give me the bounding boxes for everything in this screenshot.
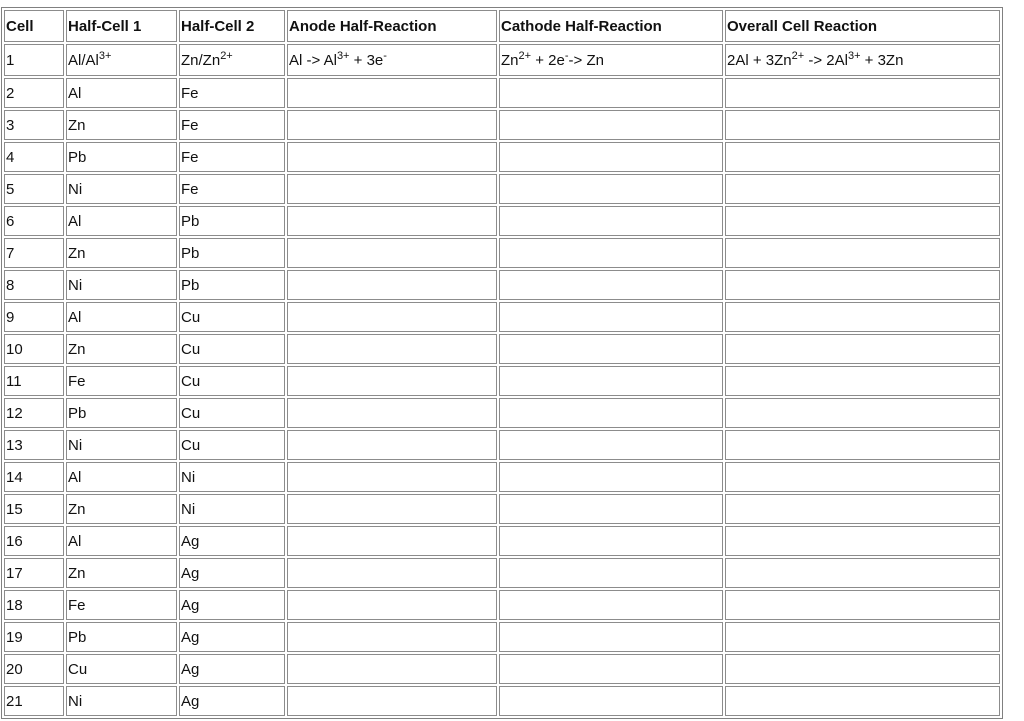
half-cell-2: Pb	[179, 238, 285, 268]
cell-number: 8	[4, 270, 64, 300]
table-row	[4, 462, 1000, 492]
table-header	[4, 10, 1000, 42]
overall-cell-reaction	[725, 462, 1000, 492]
header-row	[4, 10, 1000, 42]
cathode-half-reaction	[499, 238, 723, 268]
anode-half-reaction	[287, 686, 497, 716]
cathode-half-reaction	[499, 110, 723, 140]
table-row	[4, 302, 1000, 332]
table-row	[4, 398, 1000, 428]
half-cell-1: Ni	[66, 686, 177, 716]
cathode-half-reaction	[499, 334, 723, 364]
overall-cell-reaction	[725, 142, 1000, 172]
anode-half-reaction	[287, 558, 497, 588]
half-cell-1: Zn	[66, 558, 177, 588]
half-cell-2: Pb	[179, 206, 285, 236]
cell-number: 3	[4, 110, 64, 140]
anode-half-reaction	[287, 366, 497, 396]
overall-text-c: + 3Zn	[860, 51, 904, 69]
half-cell-1: Al	[66, 78, 177, 108]
overall-cell-reaction	[725, 526, 1000, 556]
anode-half-reaction	[287, 398, 497, 428]
overall-cell-reaction	[725, 558, 1000, 588]
anode-text-b: + 3e	[349, 51, 384, 69]
anode-half-reaction	[287, 206, 497, 236]
cathode-half-reaction	[499, 526, 723, 556]
half-cell-1: Ni	[66, 174, 177, 204]
overall-cell-reaction	[725, 622, 1000, 652]
header-half-cell-1: Half-Cell 1	[66, 10, 177, 42]
half-cell-1: Zn	[66, 334, 177, 364]
half-cell-1: Pb	[66, 398, 177, 428]
anode-half-reaction	[287, 462, 497, 492]
table-row	[4, 110, 1000, 140]
cell-number: 18	[4, 590, 64, 620]
anode-text-a: Al -> Al	[289, 51, 337, 69]
half-cell-1: Pb	[66, 142, 177, 172]
header-cathode-half-reaction: Cathode Half-Reaction	[499, 10, 723, 42]
anode-half-reaction	[287, 494, 497, 524]
anode-charge-2: -	[383, 49, 387, 62]
table-row	[4, 238, 1000, 268]
half-cell-2: Cu	[179, 302, 285, 332]
overall-cell-reaction	[725, 398, 1000, 428]
cathode-half-reaction	[499, 366, 723, 396]
half-cell-2: Ag	[179, 686, 285, 716]
cathode-text-a: Zn	[501, 51, 519, 69]
half-cell-2: Ag	[179, 558, 285, 588]
anode-half-reaction	[287, 590, 497, 620]
half-cell-1	[66, 44, 177, 76]
cell-number: 19	[4, 622, 64, 652]
cathode-half-reaction	[499, 174, 723, 204]
overall-cell-reaction	[725, 174, 1000, 204]
header-anode-half-reaction: Anode Half-Reaction	[287, 10, 497, 42]
cell-number: 20	[4, 654, 64, 684]
cell-number: 2	[4, 78, 64, 108]
half-cell-1: Ni	[66, 270, 177, 300]
half-cell-1: Al	[66, 462, 177, 492]
half-cell-1: Fe	[66, 366, 177, 396]
half-cell-1-text: Al/Al	[68, 51, 99, 69]
table-row	[4, 206, 1000, 236]
cell-number: 15	[4, 494, 64, 524]
half-cell-2: Fe	[179, 142, 285, 172]
cell-number: 10	[4, 334, 64, 364]
half-cell-2	[179, 44, 285, 76]
cathode-half-reaction	[499, 494, 723, 524]
header-cell: Cell	[4, 10, 64, 42]
anode-half-reaction	[287, 78, 497, 108]
table-row-1	[4, 44, 1000, 76]
header-half-cell-2: Half-Cell 2	[179, 10, 285, 42]
overall-cell-reaction	[725, 44, 1000, 76]
half-cell-1: Al	[66, 526, 177, 556]
table-row	[4, 142, 1000, 172]
overall-cell-reaction	[725, 238, 1000, 268]
table-row	[4, 558, 1000, 588]
cathode-half-reaction	[499, 590, 723, 620]
half-cell-2: Ag	[179, 654, 285, 684]
overall-cell-reaction	[725, 590, 1000, 620]
overall-cell-reaction	[725, 78, 1000, 108]
overall-cell-reaction	[725, 494, 1000, 524]
anode-charge-1: 3+	[336, 49, 350, 62]
half-cell-2: Fe	[179, 78, 285, 108]
overall-text-a: 2Al + 3Zn	[727, 51, 792, 69]
cathode-half-reaction	[499, 206, 723, 236]
anode-half-reaction	[287, 110, 497, 140]
anode-half-reaction	[287, 302, 497, 332]
overall-cell-reaction	[725, 302, 1000, 332]
cell-number: 14	[4, 462, 64, 492]
anode-half-reaction	[287, 174, 497, 204]
cathode-charge-1: 2+	[518, 49, 532, 62]
cell-number: 5	[4, 174, 64, 204]
cathode-charge-2: -	[564, 49, 569, 62]
overall-cell-reaction	[725, 110, 1000, 140]
anode-half-reaction	[287, 526, 497, 556]
half-cell-1-charge: 3+	[98, 49, 112, 62]
anode-half-reaction	[287, 44, 497, 76]
half-cell-1: Zn	[66, 494, 177, 524]
table-row	[4, 494, 1000, 524]
anode-half-reaction	[287, 270, 497, 300]
cell-number: 12	[4, 398, 64, 428]
cathode-half-reaction	[499, 398, 723, 428]
cell-number: 17	[4, 558, 64, 588]
cell-number: 4	[4, 142, 64, 172]
half-cell-1: Fe	[66, 590, 177, 620]
table-row	[4, 686, 1000, 716]
cell-number: 16	[4, 526, 64, 556]
table-row	[4, 78, 1000, 108]
cell-number: 9	[4, 302, 64, 332]
overall-cell-reaction	[725, 654, 1000, 684]
cathode-half-reaction	[499, 654, 723, 684]
cathode-half-reaction	[499, 302, 723, 332]
half-cell-2: Pb	[179, 270, 285, 300]
half-cell-1: Pb	[66, 622, 177, 652]
overall-cell-reaction	[725, 334, 1000, 364]
cathode-half-reaction	[499, 44, 723, 76]
cell-number: 6	[4, 206, 64, 236]
half-cell-2: Ni	[179, 462, 285, 492]
cell-number: 11	[4, 366, 64, 396]
half-cell-1: Zn	[66, 110, 177, 140]
overall-charge-1: 2+	[791, 49, 805, 62]
half-cell-2: Fe	[179, 110, 285, 140]
table-row	[4, 590, 1000, 620]
overall-cell-reaction	[725, 366, 1000, 396]
cathode-text-c: -> Zn	[568, 51, 604, 69]
half-cell-2: Cu	[179, 334, 285, 364]
cathode-half-reaction	[499, 686, 723, 716]
half-cell-1: Al	[66, 206, 177, 236]
anode-half-reaction	[287, 142, 497, 172]
anode-half-reaction	[287, 334, 497, 364]
cell-number: 13	[4, 430, 64, 460]
table-row	[4, 334, 1000, 364]
half-cell-1: Cu	[66, 654, 177, 684]
overall-cell-reaction	[725, 206, 1000, 236]
electrochemical-cells-table	[1, 7, 1003, 719]
header-overall-cell-reaction: Overall Cell Reaction	[725, 10, 1000, 42]
anode-half-reaction	[287, 430, 497, 460]
half-cell-2-text: Zn/Zn	[181, 51, 221, 69]
half-cell-2: Ni	[179, 494, 285, 524]
anode-half-reaction	[287, 622, 497, 652]
half-cell-1: Ni	[66, 430, 177, 460]
cell-number: 21	[4, 686, 64, 716]
anode-half-reaction	[287, 238, 497, 268]
overall-cell-reaction	[725, 686, 1000, 716]
cell-number: 7	[4, 238, 64, 268]
cell-number: 1	[4, 44, 64, 76]
half-cell-2-charge: 2+	[220, 49, 233, 62]
half-cell-1: Al	[66, 302, 177, 332]
half-cell-1: Zn	[66, 238, 177, 268]
table-row	[4, 366, 1000, 396]
cathode-half-reaction	[499, 622, 723, 652]
half-cell-2: Ag	[179, 590, 285, 620]
anode-half-reaction	[287, 654, 497, 684]
table-row	[4, 654, 1000, 684]
table-body	[4, 44, 1000, 716]
half-cell-2: Ag	[179, 622, 285, 652]
half-cell-2: Cu	[179, 430, 285, 460]
table-row	[4, 270, 1000, 300]
table-row	[4, 430, 1000, 460]
half-cell-2: Ag	[179, 526, 285, 556]
table-row	[4, 622, 1000, 652]
cathode-half-reaction	[499, 142, 723, 172]
cathode-half-reaction	[499, 558, 723, 588]
half-cell-2: Cu	[179, 398, 285, 428]
half-cell-2: Cu	[179, 366, 285, 396]
cathode-half-reaction	[499, 430, 723, 460]
overall-cell-reaction	[725, 430, 1000, 460]
overall-cell-reaction	[725, 270, 1000, 300]
half-cell-2: Fe	[179, 174, 285, 204]
cathode-half-reaction	[499, 270, 723, 300]
table-row	[4, 526, 1000, 556]
cathode-half-reaction	[499, 78, 723, 108]
overall-text-b: -> 2Al	[804, 51, 848, 69]
overall-charge-2: 3+	[847, 49, 861, 62]
table-row	[4, 174, 1000, 204]
cathode-half-reaction	[499, 462, 723, 492]
cathode-text-b: + 2e	[531, 51, 565, 69]
